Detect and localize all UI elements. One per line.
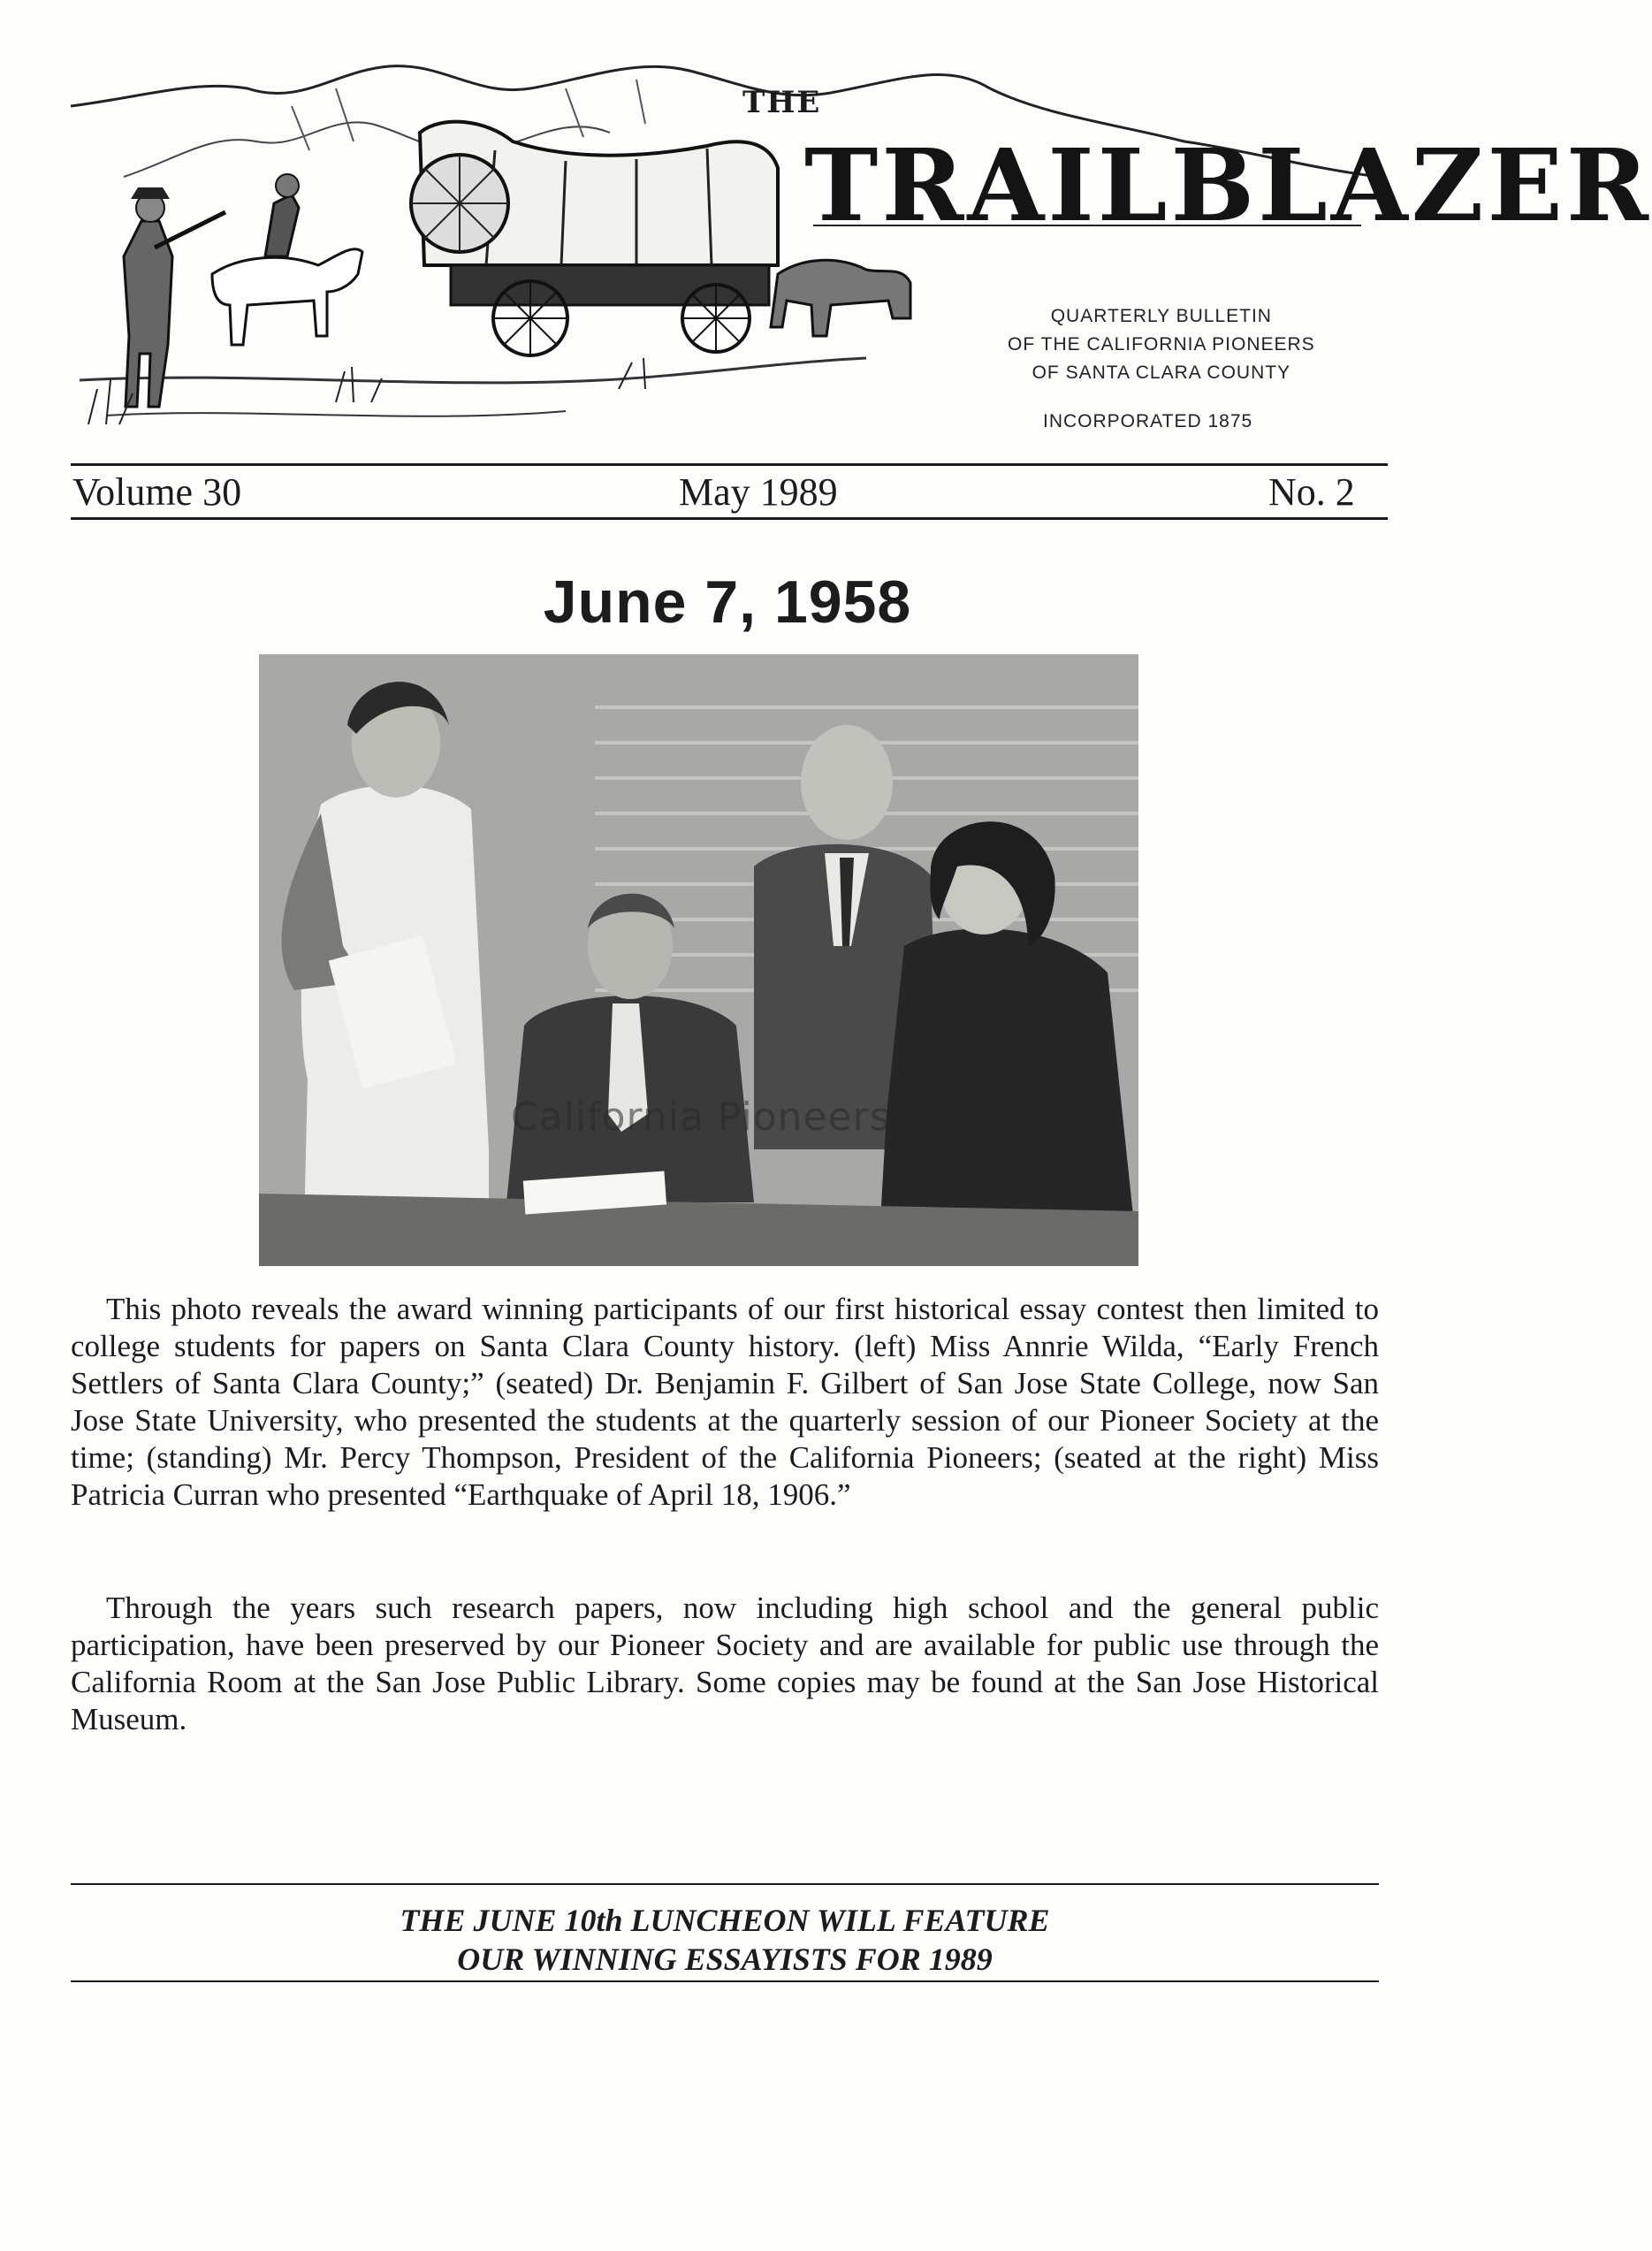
photo-illustration [259, 654, 1138, 1266]
announcement-rule-top [71, 1883, 1379, 1885]
group-photo [259, 654, 1138, 1266]
oxen [771, 260, 910, 336]
rifle [155, 212, 225, 248]
announcement-rule-bottom [71, 1980, 1379, 1982]
incorporated-line: INCORPORATED 1875 [1043, 411, 1253, 431]
horse [212, 249, 362, 345]
standing-man-head [801, 725, 893, 840]
rider-head [276, 174, 299, 197]
issue-date: May 1989 [679, 470, 838, 514]
pioneer-hat [131, 187, 170, 199]
wagon-illustration [71, 53, 1379, 451]
rider [265, 195, 299, 256]
masthead-the: THE [742, 85, 822, 120]
body-paragraph-2: Through the years such research papers, now including high school and the general public participation, have been preserved by our Pioneer Society and are available for public use through the California Room at the San Jose Public Library. Some copies may be found at the San Jose Historical Museum. [71, 1591, 1379, 1736]
ground [80, 358, 866, 383]
page-headline: June 7, 1958 [543, 568, 912, 636]
wagon-cover-end-spokes [411, 155, 508, 252]
issue-number: No. 2 [1268, 470, 1355, 514]
ground-2 [106, 411, 566, 416]
photo-watermark: California Pioneers [511, 1095, 891, 1140]
announcement-line: OUR WINNING ESSAYISTS FOR 1989 [457, 1942, 993, 1977]
luncheon-announcement [71, 1901, 1379, 1979]
issue-rule-top [71, 463, 1388, 466]
wagon-wheel-rear [682, 285, 750, 352]
wagon-wheel-front [493, 281, 567, 355]
subtitle-line: OF SANTA CLARA COUNTY [1032, 362, 1291, 383]
body-paragraph-1: This photo reveals the award winning participants of our first historical essay contest then limited to college students for papers on Santa Clara County history. (left) Miss Annrie Wilda, “Early French Settlers of Santa Clara County;” (seated) Dr. Benjamin F. Gilbert of San Jose State College, now San Jose State University, who presented the students at the quarterly session of our Pioneer Society at the time; (standing) Mr. Percy Thompson, President of the California Pioneers; (seated at the right) Miss Patricia Curran who presented “Earthquake of April 18, 1906.” [71, 1292, 1379, 1512]
issue-rule-bottom [71, 517, 1388, 520]
subtitle-line: QUARTERLY BULLETIN [1050, 306, 1272, 326]
masthead [71, 53, 1652, 451]
issue-volume: Volume 30 [72, 470, 242, 514]
announcement-line: THE JUNE 10th LUNCHEON WILL FEATURE [400, 1903, 1050, 1938]
masthead-title: TRAILBLAZER [804, 128, 1652, 244]
masthead-subtitle [1008, 302, 1315, 387]
subtitle-line: OF THE CALIFORNIA PIONEERS [1008, 334, 1315, 355]
brush [88, 358, 645, 424]
